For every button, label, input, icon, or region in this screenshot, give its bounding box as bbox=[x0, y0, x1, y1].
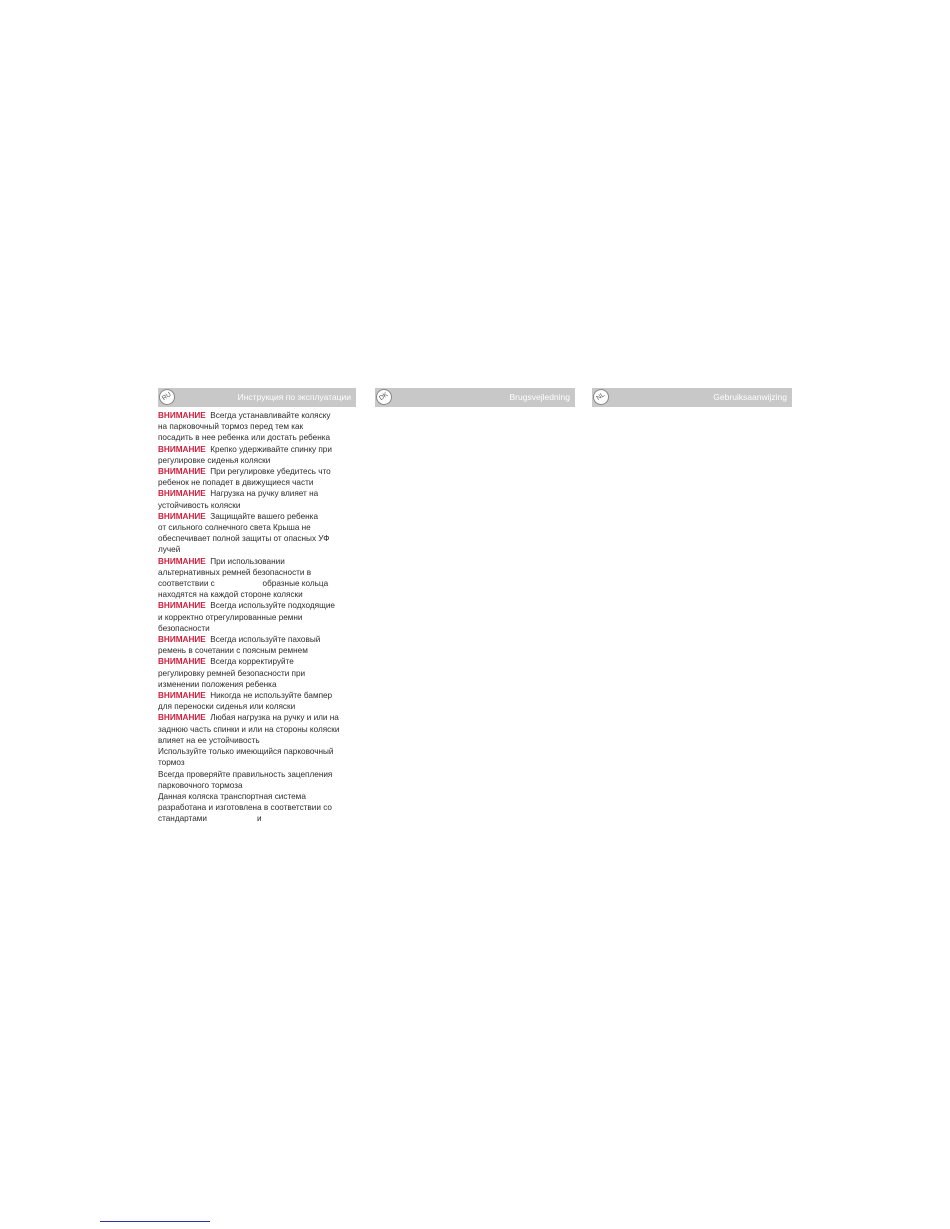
warning-2: ВНИМАНИЕ Крепко удерживайте спинку при регулировке сиденья коляски bbox=[158, 444, 332, 465]
language-badge-dk: DK bbox=[373, 386, 395, 408]
warning-9: ВНИМАНИЕ Всегда корректируйте регулировку ремней безопасности при изменении положения ребенка bbox=[158, 657, 306, 689]
column-nl bbox=[592, 388, 792, 407]
section-title-ru: Инструкция по эксплуатации bbox=[237, 392, 351, 402]
note-parking-brake: Используйте только имеющийся парковочный тормоз bbox=[158, 747, 334, 768]
column-ru bbox=[158, 388, 356, 825]
note-standards: Данная коляска транспортная система разработана и изготовлена в соответствии со стандартами и bbox=[158, 791, 332, 824]
note-brake-check: Всегда проверяйте правильность зацепления парковочного тормоза bbox=[158, 769, 333, 790]
section-header-ru bbox=[158, 388, 356, 407]
section-header-nl bbox=[592, 388, 792, 407]
warning-7: ВНИМАНИЕ Всегда используйте подходящие и корректно отрегулированные ремни безопасности bbox=[158, 601, 335, 633]
warning-11: ВНИМАНИЕ Любая нагрузка на ручку и или на заднюю часть спинки и или на стороны коляски влияет на ее устойчивость bbox=[158, 713, 340, 745]
warning-8: ВНИМАНИЕ Всегда используйте паховый ремень в сочетании с поясным ремнем bbox=[158, 635, 321, 656]
language-badge-ru: RU bbox=[156, 386, 178, 408]
section-title-dk: Brugsvejledning bbox=[509, 392, 570, 402]
instructions-body-ru bbox=[158, 410, 356, 825]
warning-5: ВНИМАНИЕ Защищайте вашего ребенка от сильного солнечного света Крыша не обеспечивает полной защиты от опасных УФ лучей bbox=[158, 511, 330, 555]
warning-10: ВНИМАНИЕ Никогда не используйте бампер для переноски сиденья или коляски bbox=[158, 691, 333, 712]
footer-rule bbox=[100, 1221, 210, 1222]
warning-3: ВНИМАНИЕ При регулировке убедитесь что ребенок не попадет в движущиеся части bbox=[158, 467, 331, 488]
column-dk bbox=[375, 388, 575, 407]
section-header-dk bbox=[375, 388, 575, 407]
language-badge-nl: NL bbox=[590, 386, 612, 408]
warning-6: ВНИМАНИЕ При использовании альтернативных ремней безопасности в соответствии с образные кольца находятся на каждой стороне коляски bbox=[158, 556, 329, 600]
warning-1: ВНИМАНИЕ Всегда устанавливайте коляску на парковочный тормоз перед тем как посадить в нее ребенка или достать ребенка bbox=[158, 411, 331, 443]
warning-4: ВНИМАНИЕ Нагрузка на ручку влияет на устойчивость коляски bbox=[158, 489, 319, 510]
section-title-nl: Gebruiksaanwijzing bbox=[713, 392, 787, 402]
